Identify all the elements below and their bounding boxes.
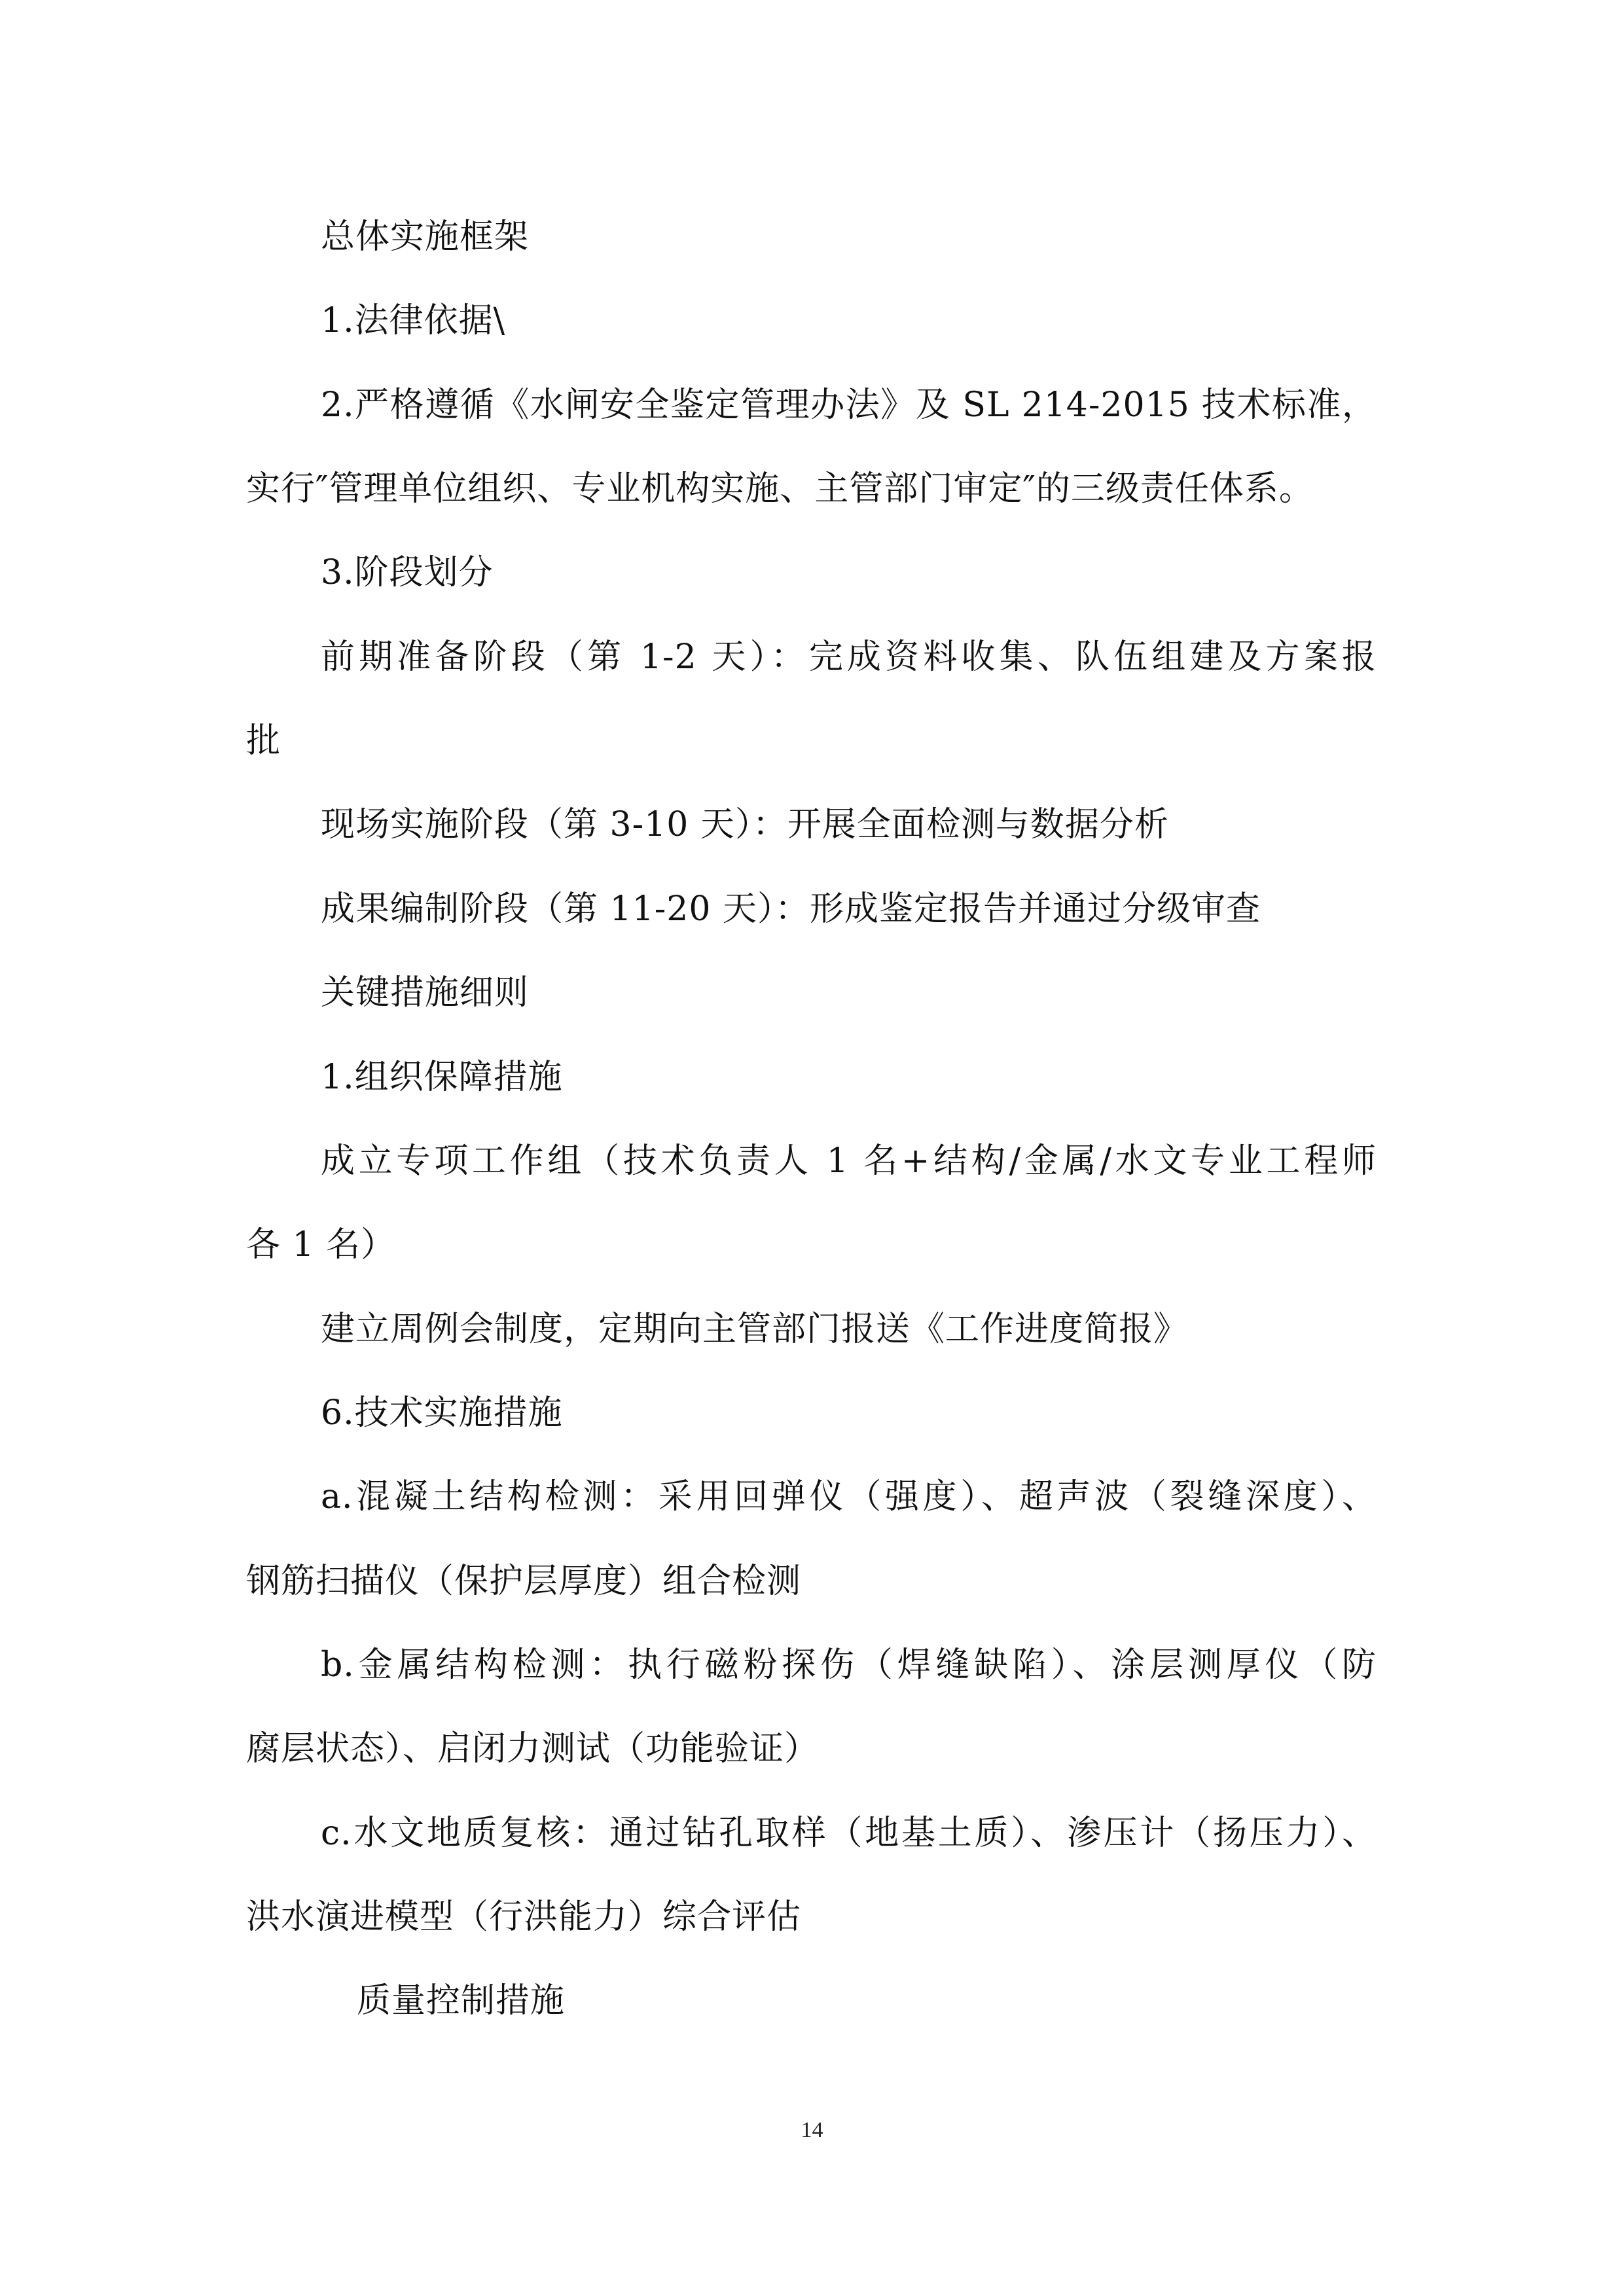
item-legal-basis: 1.法律依据\ (321, 301, 506, 340)
paragraph-line: 批 (246, 721, 281, 761)
item-organization-measures: 1.组织保障措施 (321, 1058, 563, 1097)
paragraph-line: 钢筋扫描仪（保护层厚度）组合检测 (246, 1562, 802, 1601)
paragraph-line: 各 1 名） (246, 1225, 396, 1265)
paragraph-line: a.混凝土结构检测：采用回弹仪（强度）、超声波（裂缝深度）、 (321, 1477, 1377, 1516)
paragraph-line: 实行″管理单位组织、专业机构实施、主管部门审定″的三级责任体系。 (246, 469, 1314, 509)
page-number: 14 (801, 2118, 823, 2142)
item-technical-measures: 6.技术实施措施 (321, 1393, 563, 1433)
heading-key-measures: 关键措施细则 (321, 973, 530, 1013)
heading-quality-control: 质量控制措施 (357, 1981, 566, 2020)
paragraph-line: 现场实施阶段（第 3-10 天）：开展全面检测与数据分析 (321, 805, 1169, 844)
heading-overall-framework: 总体实施框架 (321, 217, 530, 257)
paragraph-line: 前期准备阶段（第 1-2 天）：完成资料收集、队伍组建及方案报 (321, 637, 1377, 677)
paragraph-line: 2.严格遵循《水闸安全鉴定管理办法》及 SL 214-2015 技术标准， (321, 386, 1377, 425)
item-phase-division: 3.阶段划分 (321, 553, 494, 592)
paragraph-line: 腐层状态）、启闭力测试（功能验证） (246, 1729, 820, 1768)
paragraph-line: 成果编制阶段（第 11-20 天）：形成鉴定报告并通过分级审查 (321, 889, 1261, 929)
paragraph-line: c.水文地质复核：通过钻孔取样（地基土质）、渗压计（扬压力）、 (321, 1814, 1377, 1853)
paragraph-line: 建立周例会制度，定期向主管部门报送《工作进度简报》 (321, 1310, 1189, 1349)
paragraph-line: b.金属结构检测：执行磁粉探伤（焊缝缺陷）、涂层测厚仪（防 (321, 1645, 1377, 1685)
paragraph-line: 洪水演进模型（行洪能力）综合评估 (246, 1897, 802, 1937)
paragraph-line: 成立专项工作组（技术负责人 1 名+结构/金属/水文专业工程师 (321, 1141, 1377, 1181)
